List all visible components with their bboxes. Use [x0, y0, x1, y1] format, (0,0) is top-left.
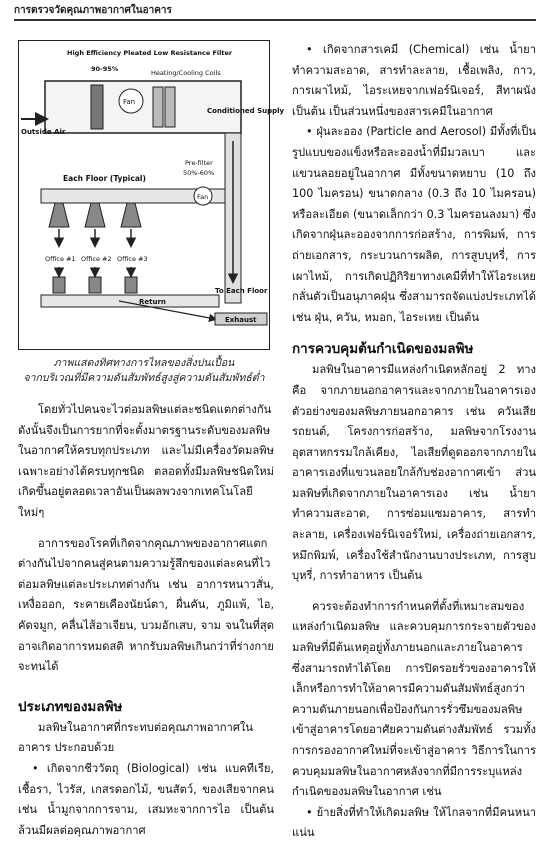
section-heading-source-control: การควบคุมต้นกำเนิดของมลพิษ	[292, 341, 474, 358]
exhaust-label: Exhaust	[225, 316, 257, 324]
bullet-particle: • ฝุ่นละออง (Particle and Aerosol) มีทั้งที่เป็นรูปแบบของแข็งหรือละอองน้ำที่มีมวลเบา และแขวนลอยอยู่ในอากาศ มีทั้งขนาดหยาบ (10 ถึง 100 ไมครอน) ขนาดกลาง (0.3 ถึง 10 ไมครอน) หรือละเอียด (ขนาดเล็กกว่า 0.3 ไมครอนลงมา) ซึ่งเกิดจากฝุ่นละอองจากการก่อสร้าง, การพิมพ์, การถ่ายเอกสาร, กระบวนการผลิต, การสูบบุหรี่, การเผาไหม้, การเกิดปฏิกิริยาทางเคมีที่ทำให้ไอระเหยกลั่นตัวเป็นอนุภาคฝุ่น ซึ่งสามารถจัดแบ่งประเภทได้ เช่น ฝุ่น, ควัน, หมอก, ไอระเหย เป็นต้น	[292, 125, 536, 324]
coil-block-1	[153, 87, 163, 127]
fan-top-label: Fan	[123, 98, 136, 106]
office-3-label: Office #3	[117, 255, 148, 263]
supply-label: Conditioned Supply	[207, 107, 285, 115]
bullet-relocate: • ย้ายสิ่งที่ทำให้เกิดมลพิษ ให้ไกลจากที่มีคนหนาแน่น	[292, 805, 536, 840]
filter-label: High Efficiency Pleated Low Resistance Filter	[67, 49, 233, 57]
return-grille-2	[89, 277, 101, 293]
left-paragraph-1: โดยทั่วไปคนจะไวต่อมลพิษแต่ละชนิดแตกต่างกัน ดังนั้นจึงเป็นการยากที่จะตั้งมาตรฐานระดับของมลพิษในอากาศให้ครบทุกประเภท และไม่มีเครื่องวัดมลพิษเฉพาะอย่างได้ครบทุกชนิด ตลอดทั้งมีมลพิษชนิดใหม่เกิดขึ้นอยู่ตลอดเวลาอันเป็นผลพวงจากเทคโนโลยีใหม่ๆ	[18, 403, 274, 519]
each-floor-label: Each Floor (Typical)	[63, 174, 146, 183]
right-column	[292, 40, 536, 844]
coils-label: Heating/Cooling Coils	[151, 69, 221, 77]
prefilter-pct-label: 50%-60%	[183, 169, 215, 177]
page-header: การตรวจวัดคุณภาพอากาศในอาคาร	[14, 5, 172, 16]
coil-block-2	[165, 87, 175, 127]
hvac-diagram	[18, 40, 285, 350]
return-label: Return	[139, 298, 166, 306]
figure-caption	[18, 356, 270, 386]
header-rule	[14, 19, 536, 21]
right-paragraph-1: มลพิษในอาคารมีแหล่งกำเนิดหลักอยู่ 2 ทาง คือ จากภายนอกอาคารและจากภายในอาคารเอง ตัวอย่างของมลพิษภายนอกอาคาร เช่น ควันเสียรถยนต์, โครงการก่อสร้าง, มลพิษจากโรงงานอุตสาหกรรมใกล้เคียง, ไอเสียที่ดูดออกจากภายในอาคารเองที่แขวนลอยใกล้กับช่องอากาศเข้า ส่วนมลพิษที่เกิดจากภายในอาคารเอง เช่น น้ำยาทำความสะอาด, การซ่อมแซมอาคาร, สารทำละลาย, เครื่องเฟอร์นิเจอร์ใหม่, เครื่องถ่ายเอกสาร, หมึกพิมพ์, เครื่องใช้สำนักงานบางประเภท, การสูบบุหรี่, การทำอาหาร เป็นต้น	[292, 363, 536, 583]
fan-floor-label: Fan	[197, 193, 209, 201]
filter-block	[91, 85, 103, 129]
filter-pct-label: 90-95%	[91, 65, 119, 73]
bullet-biological: • เกิดจากชีววัตถุ (Biological) เช่น แบคทีเรีย, เชื้อรา, ไวรัส, เกสรดอกไม้, ขนสัตว์, ของเสียจากคน เช่น น้ำมูกจากการจาม, เสมหะจากการไอ เป็นต้น ล้วนมีผลต่อคุณภาพอากาศ	[18, 761, 274, 837]
bullet-chemical: • เกิดจากสารเคมี (Chemical) เช่น น้ำยาทำความสะอาด, สารทำละลาย, เชื้อเพลิง, กาว, การเผาไหม้, ไอระเหยจากเฟอร์นิเจอร์, สีทาผนัง เป็นต้น เป็นส่วนหนึ่งของสารเคมีในอากาศ	[292, 43, 536, 118]
office-2-label: Office #2	[81, 255, 112, 263]
prefilter-label: Pre-filter	[185, 159, 213, 167]
right-paragraph-2: ควรจะต้องทำการกำหนดที่ตั้งที่เหมาะสมของแหล่งกำเนิดมลพิษ และควบคุมการกระจายตัวของมลพิษที่มีต้นเหตุอยู่ทั้งภายนอกและภายในอาคาร ซึ่งสามารถทำได้โดย การปิดรอยรั่วของอาคารให้เล็กหรือการทำให้อาคารมีความดันสัมพัทธ์สูงกว่าความดันภายนอกเพื่อป้องกันการรั่วซึมของมลพิษเข้าสู่อาคารโดยอาศัยความดันต่างสัมพัทธ์ รวมทั้งการกรองอากาศใหม่ที่จะเข้าสู่อาคาร วิธีการในการควบคุมมลพิษในอากาศหลังจากที่มีการระบุแหล่งกำเนิดของมลพิษในอากาศ เช่น	[292, 599, 536, 799]
return-grille-3	[125, 277, 137, 293]
figure-caption-line-1: ภาพแสดงทิศทางการไหลของสิ่งปนเปื้อน	[53, 357, 235, 369]
left-paragraph-3: มลพิษในอากาศที่กระทบต่อคุณภาพอากาศในอาคาร ประกอบด้วย	[18, 720, 254, 755]
diffuser-2	[85, 203, 105, 227]
left-column	[18, 400, 274, 841]
hvac-diagram-svg	[19, 41, 285, 349]
office-1-label: Office #1	[45, 255, 76, 263]
to-each-floor-label: To Each Floor	[215, 287, 268, 295]
diffuser-1	[49, 203, 69, 227]
return-grille-1	[53, 277, 65, 293]
diffuser-3	[121, 203, 141, 227]
section-heading-pollutant-types: ประเภทของมลพิษ	[18, 698, 123, 715]
figure-caption-line-2: จากบริเวณที่มีความดันสัมพัทธ์สูงสู่ความดันสัมพัทธ์ต่ำ	[23, 372, 265, 384]
left-paragraph-2: อาการของโรคที่เกิดจากคุณภาพของอากาศแตกต่างกันไปจากคนสู่คนตามความรู้สึกของแต่ละคนที่ไวต่อมลพิษแต่ละประเภทต่างกัน เช่น อาการหนาวสั่น, เหงื่อออก, ระคายเคืองนัยน์ตา, ผื่นคัน, ภูมิแพ้, ไอ, คัดจมูก, คลื่นไส้อาเจียน, บวมอักเสบ, จาม จนในที่สุดอาจเกิดอาการหมดสติ หากรับมลพิษเกินกว่าที่ร่างกายจะทนได้	[18, 536, 274, 674]
outside-air-label: Outside Air	[21, 128, 66, 136]
return-duct	[41, 295, 219, 307]
